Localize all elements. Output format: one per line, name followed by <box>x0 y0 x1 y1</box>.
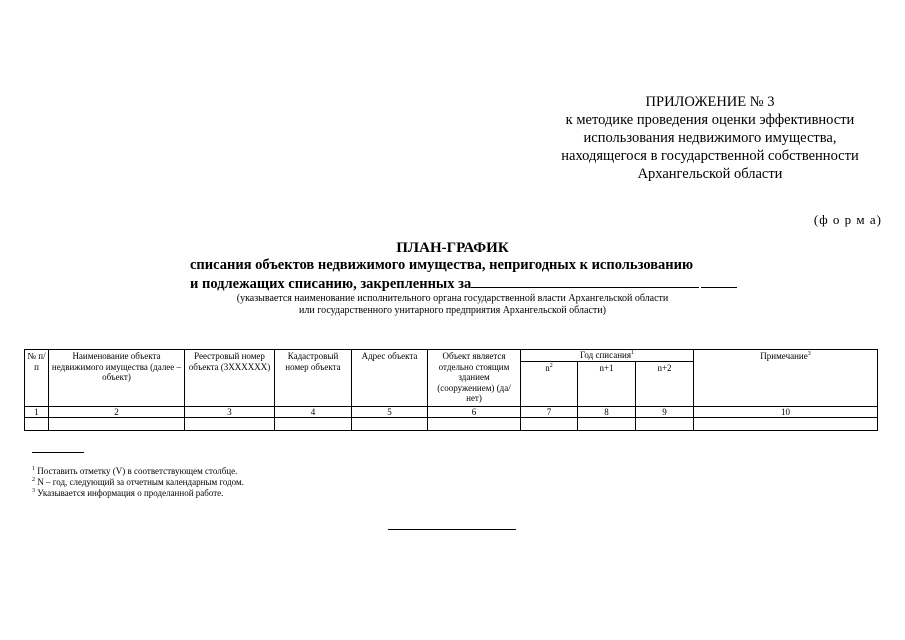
table-cell <box>428 418 521 431</box>
column-number: 5 <box>352 406 428 418</box>
footnote-marker: 3 <box>32 488 35 494</box>
note-line-2: или государственного унитарного предприятия Архангельской области) <box>299 305 606 316</box>
subtitle-line-2-text: и подлежащих списанию, закрепленных за <box>190 276 472 292</box>
table-cell <box>25 418 49 431</box>
header-year-text: Год списания <box>580 350 631 360</box>
appendix-block <box>540 93 880 183</box>
footnote-ref: 2 <box>549 362 553 369</box>
footnote-marker: 1 <box>32 466 35 472</box>
footnote-item <box>32 488 244 499</box>
header-cell-n2: n+2 <box>636 361 694 406</box>
footnote-item <box>32 466 244 477</box>
header-note-text: Примечание <box>760 351 808 361</box>
header-cell-name: Наименование объекта недвижимого имущества (далее – объект) <box>49 350 185 407</box>
column-number: 1 <box>25 406 49 418</box>
table-cell <box>275 418 352 431</box>
appendix-line: использования недвижимого имущества, <box>583 130 837 146</box>
footnote-item <box>32 477 244 488</box>
table-cell <box>636 418 694 431</box>
note-line-1: (указывается наименование исполнительного органа государственной власти Архангельской области <box>236 293 669 304</box>
plan-table <box>24 349 878 431</box>
table-cell <box>521 418 578 431</box>
appendix-line: находящегося в государственной собственности <box>561 148 859 164</box>
document-subtitle <box>190 257 737 293</box>
column-number: 3 <box>185 406 275 418</box>
footnote-separator <box>32 452 84 453</box>
document-title: ПЛАН-ГРАФИК <box>396 240 509 256</box>
header-cell-note <box>694 350 878 407</box>
header-cell-n1: n+1 <box>578 361 636 406</box>
table-header-row <box>25 350 878 362</box>
fill-in-blank <box>471 274 699 288</box>
fill-in-blank <box>701 274 737 288</box>
table-cell <box>694 418 878 431</box>
appendix-title: ПРИЛОЖЕНИЕ № 3 <box>645 94 775 110</box>
subtitle-note <box>0 293 905 317</box>
table-cell <box>185 418 275 431</box>
header-cell-n <box>521 361 578 406</box>
table-empty-row <box>25 418 878 431</box>
header-cell-reg: Реестровый номер объекта (3ХХХХХХ) <box>185 350 275 407</box>
header-cell-separate: Объект является отдельно стоящим зданием (сооружением) (да/нет) <box>428 350 521 407</box>
appendix-line: Архангельской области <box>637 166 783 182</box>
header-cell-year <box>521 350 694 362</box>
table-cell <box>578 418 636 431</box>
appendix-line: к методике проведения оценки эффективности <box>565 112 855 128</box>
table-number-row <box>25 406 878 418</box>
footnote-text: Поставить отметку (V) в соответствующем столбце. <box>35 466 238 476</box>
subtitle-line-1: списания объектов недвижимого имущества, непригодных к использованию <box>190 257 694 273</box>
table-cell <box>49 418 185 431</box>
footnote-text: N – год, следующий за отчетным календарным годом. <box>35 477 244 487</box>
end-line <box>388 529 516 530</box>
column-number: 10 <box>694 406 878 418</box>
column-number: 8 <box>578 406 636 418</box>
footnote-ref: 3 <box>807 351 811 357</box>
column-number: 6 <box>428 406 521 418</box>
header-n-text: n <box>545 362 550 373</box>
subtitle-line-2 <box>190 274 737 293</box>
column-number: 4 <box>275 406 352 418</box>
footnote-marker: 2 <box>32 477 35 483</box>
header-cell-cad: Кадастровый номер объекта <box>275 350 352 407</box>
header-cell-no: № п/п <box>25 350 49 407</box>
column-number: 7 <box>521 406 578 418</box>
footnote-ref: 1 <box>631 350 634 356</box>
column-number: 2 <box>49 406 185 418</box>
table-cell <box>352 418 428 431</box>
footnote-text: Указывается информация о проделанной работе. <box>35 488 224 498</box>
footnotes <box>32 466 244 499</box>
header-cell-addr: Адрес объекта <box>352 350 428 407</box>
column-number: 9 <box>636 406 694 418</box>
form-label: (ф о р м а) <box>813 212 882 227</box>
